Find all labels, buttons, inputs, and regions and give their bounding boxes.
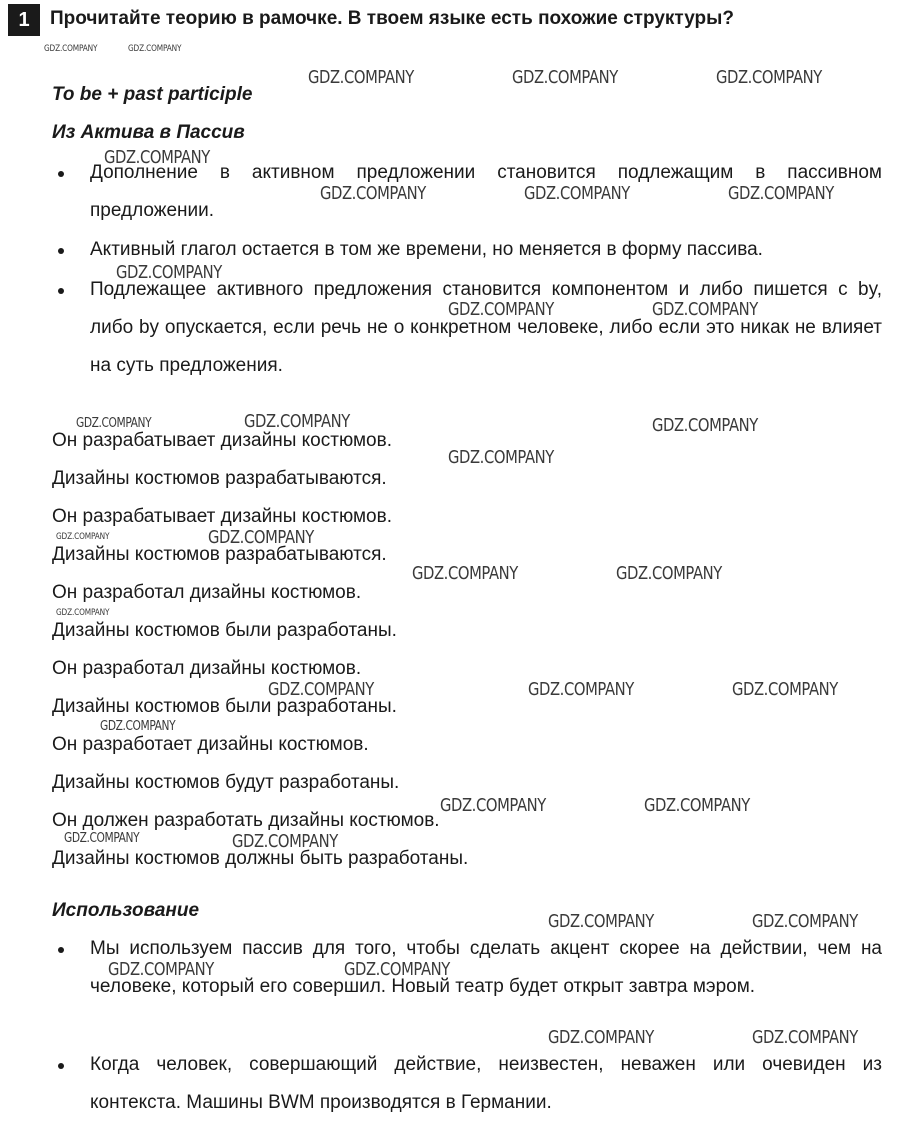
watermark: GDZ.COMPANY: [208, 527, 314, 548]
bullet-dot: [58, 288, 64, 294]
watermark: GDZ.COMPANY: [528, 679, 634, 700]
watermark: GDZ.COMPANY: [116, 262, 222, 283]
example-sentence: Дизайны костюмов разрабатываются.: [52, 544, 387, 565]
watermark: GDZ.COMPANY: [268, 679, 374, 700]
watermark: GDZ.COMPANY: [320, 183, 426, 204]
watermark: GDZ.COMPANY: [308, 67, 414, 88]
watermark: GDZ.COMPANY: [752, 911, 858, 932]
example-sentence: Он разрабатывает дизайны костюмов.: [52, 430, 392, 451]
example-sentence: Он разработал дизайны костюмов.: [52, 658, 362, 679]
watermark: GDZ.COMPANY: [652, 415, 758, 436]
watermark: GDZ.COMPANY: [524, 183, 630, 204]
watermark: GDZ.COMPANY: [56, 608, 110, 618]
watermark: GDZ.COMPANY: [244, 411, 350, 432]
usage-bullet-1: Мы используем пассив для того, чтобы сделать акцент скорее на действии, чем на человеке, который его совершил. Новый театр будет открыт завтра мэром.: [90, 938, 882, 997]
watermark: GDZ.COMPANY: [100, 719, 176, 734]
watermark: GDZ.COMPANY: [56, 532, 110, 542]
formula-heading: To be + past participle: [52, 84, 253, 105]
watermark: GDZ.COMPANY: [108, 959, 214, 980]
watermark: GDZ.COMPANY: [732, 679, 838, 700]
watermark: GDZ.COMPANY: [44, 44, 98, 54]
watermark: GDZ.COMPANY: [344, 959, 450, 980]
rule-bullet-1: Дополнение в активном предложении становится подлежащим в пассивном предложении.: [90, 162, 882, 221]
rule-bullet-3: Подлежащее активного предложения становится компонентом и либо пишется с by, либо by опускается, если речь не о конкретном человеке, либо если это никак не влияет на суть предложения.: [90, 279, 882, 376]
watermark: GDZ.COMPANY: [76, 416, 152, 431]
example-sentence: Дизайны костюмов разрабатываются.: [52, 468, 387, 489]
watermark: GDZ.COMPANY: [412, 563, 518, 584]
watermark: GDZ.COMPANY: [728, 183, 834, 204]
example-sentence: Он разработал дизайны костюмов.: [52, 582, 362, 603]
watermark: GDZ.COMPANY: [716, 67, 822, 88]
usage-bullet-2: Когда человек, совершающий действие, неизвестен, неважен или очевиден из контекста. Машины BWM производятся в Германии.: [90, 1054, 882, 1113]
watermark: GDZ.COMPANY: [64, 831, 140, 846]
watermark: GDZ.COMPANY: [616, 563, 722, 584]
active-to-passive-heading: Из Актива в Пассив: [52, 122, 245, 143]
watermark: GDZ.COMPANY: [448, 299, 554, 320]
example-sentence: Дизайны костюмов были разработаны.: [52, 620, 397, 641]
watermark: GDZ.COMPANY: [104, 147, 210, 168]
bullet-dot: [58, 1063, 64, 1069]
bullet-dot: [58, 947, 64, 953]
watermark: GDZ.COMPANY: [644, 795, 750, 816]
watermark: GDZ.COMPANY: [752, 1027, 858, 1048]
usage-heading: Использование: [52, 900, 200, 921]
bullet-dot: [58, 171, 64, 177]
task-number-badge: 1: [8, 4, 40, 36]
bullet-dot: [58, 248, 64, 254]
watermark: GDZ.COMPANY: [652, 299, 758, 320]
watermark: GDZ.COMPANY: [548, 1027, 654, 1048]
example-sentence: Дизайны костюмов будут разработаны.: [52, 772, 400, 793]
example-sentence: Дизайны костюмов были разработаны.: [52, 696, 397, 717]
watermark: GDZ.COMPANY: [128, 44, 182, 54]
watermark: GDZ.COMPANY: [548, 911, 654, 932]
watermark: GDZ.COMPANY: [448, 447, 554, 468]
example-sentence: Дизайны костюмов должны быть разработаны.: [52, 848, 469, 869]
watermark: GDZ.COMPANY: [232, 831, 338, 852]
example-sentence: Он должен разработать дизайны костюмов.: [52, 810, 440, 831]
example-sentence: Он разработает дизайны костюмов.: [52, 734, 369, 755]
rule-bullet-2: Активный глагол остается в том же времени, но меняется в форму пассива.: [90, 239, 763, 260]
example-sentence: Он разрабатывает дизайны костюмов.: [52, 506, 392, 527]
watermark: GDZ.COMPANY: [440, 795, 546, 816]
task-title: Прочитайте теорию в рамочке. В твоем языке есть похожие структуры?: [50, 8, 734, 29]
watermark: GDZ.COMPANY: [512, 67, 618, 88]
